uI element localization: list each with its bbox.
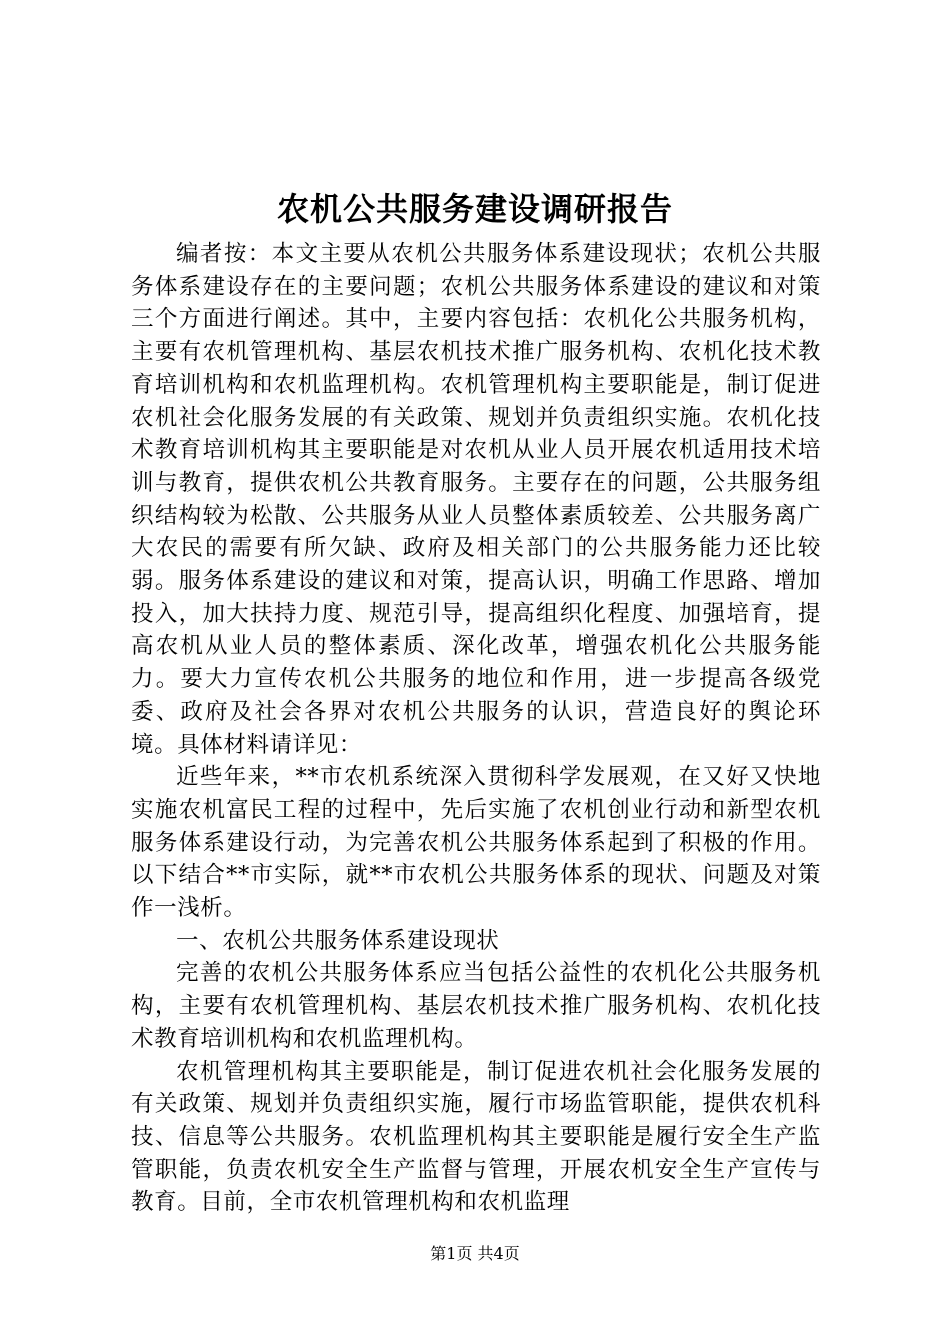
body-paragraph: 农机管理机构其主要职能是，制订促进农机社会化服务发展的有关政策、规划并负责组织实施，履行市场监管职能，提供农机科技、信息等公共服务。农机监理机构其主要职能是履行安全生产监管职能，负责农机安全生产监督与管理，开展农机安全生产宣传与教育。目前，全市农机管理机构和农机监理 [131,1058,821,1216]
page-total: 共4页 [477,1244,520,1263]
body-paragraph: 完善的农机公共服务体系应当包括公益性的农机化公共服务机构，主要有农机管理机构、基层农机技术推广服务机构、农机化技术教育培训机构和农机监理机构。 [131,960,821,1052]
editor-note-paragraph: 编者按：本文主要从农机公共服务体系建设现状；农机公共服务体系建设存在的主要问题；农机公共服务体系建设的建议和对策三个方面进行阐述。其中，主要内容包括：农机化公共服务机构，主要有农机管理机构、基层农机技术推广服务机构、农机化技术教育培训机构和农机监理机构。农机管理机构主要职能是，制订促进农机社会化服务发展的有关政策、规划并负责组织实施。农机化技术教育培训机构其主要职能是对农机从业人员开展农机适用技术培训与教育，提供农机公共教育服务。主要存在的问题，公共服务组织结构较为松散、公共服务从业人员整体素质较差、公共服务离广大农民的需要有所欠缺、政府及相关部门的公共服务能力还比较弱。服务体系建设的建议和对策，提高认识，明确工作思路、增加投入，加大扶持力度、规范引导，提高组织化程度、加强培育，提高农机从业人员的整体素质、深化改革，增强农机化公共服务能力。要大力宣传农机公共服务的地位和作用，进一步提高各级党委、政府及社会各界对农机公共服务的认识，营造良好的舆论环境。具体材料请详见： [131,241,821,758]
page-footer [0,1244,950,1264]
page-number: 第1页 [430,1244,473,1263]
document-body [131,238,821,1219]
document-title: 农机公共服务建设调研报告 [276,190,673,228]
intro-paragraph: 近些年来，**市农机系统深入贯彻科学发展观，在又好又快地实施农机富民工程的过程中，先后实施了农机创业行动和新型农机服务体系建设行动，为完善农机公共服务体系起到了积极的作用。以下结合**市实际，就**市农机公共服务体系的现状、问题及对策作一浅析。 [131,764,821,922]
section-heading: 一、农机公共服务体系建设现状 [176,927,500,954]
